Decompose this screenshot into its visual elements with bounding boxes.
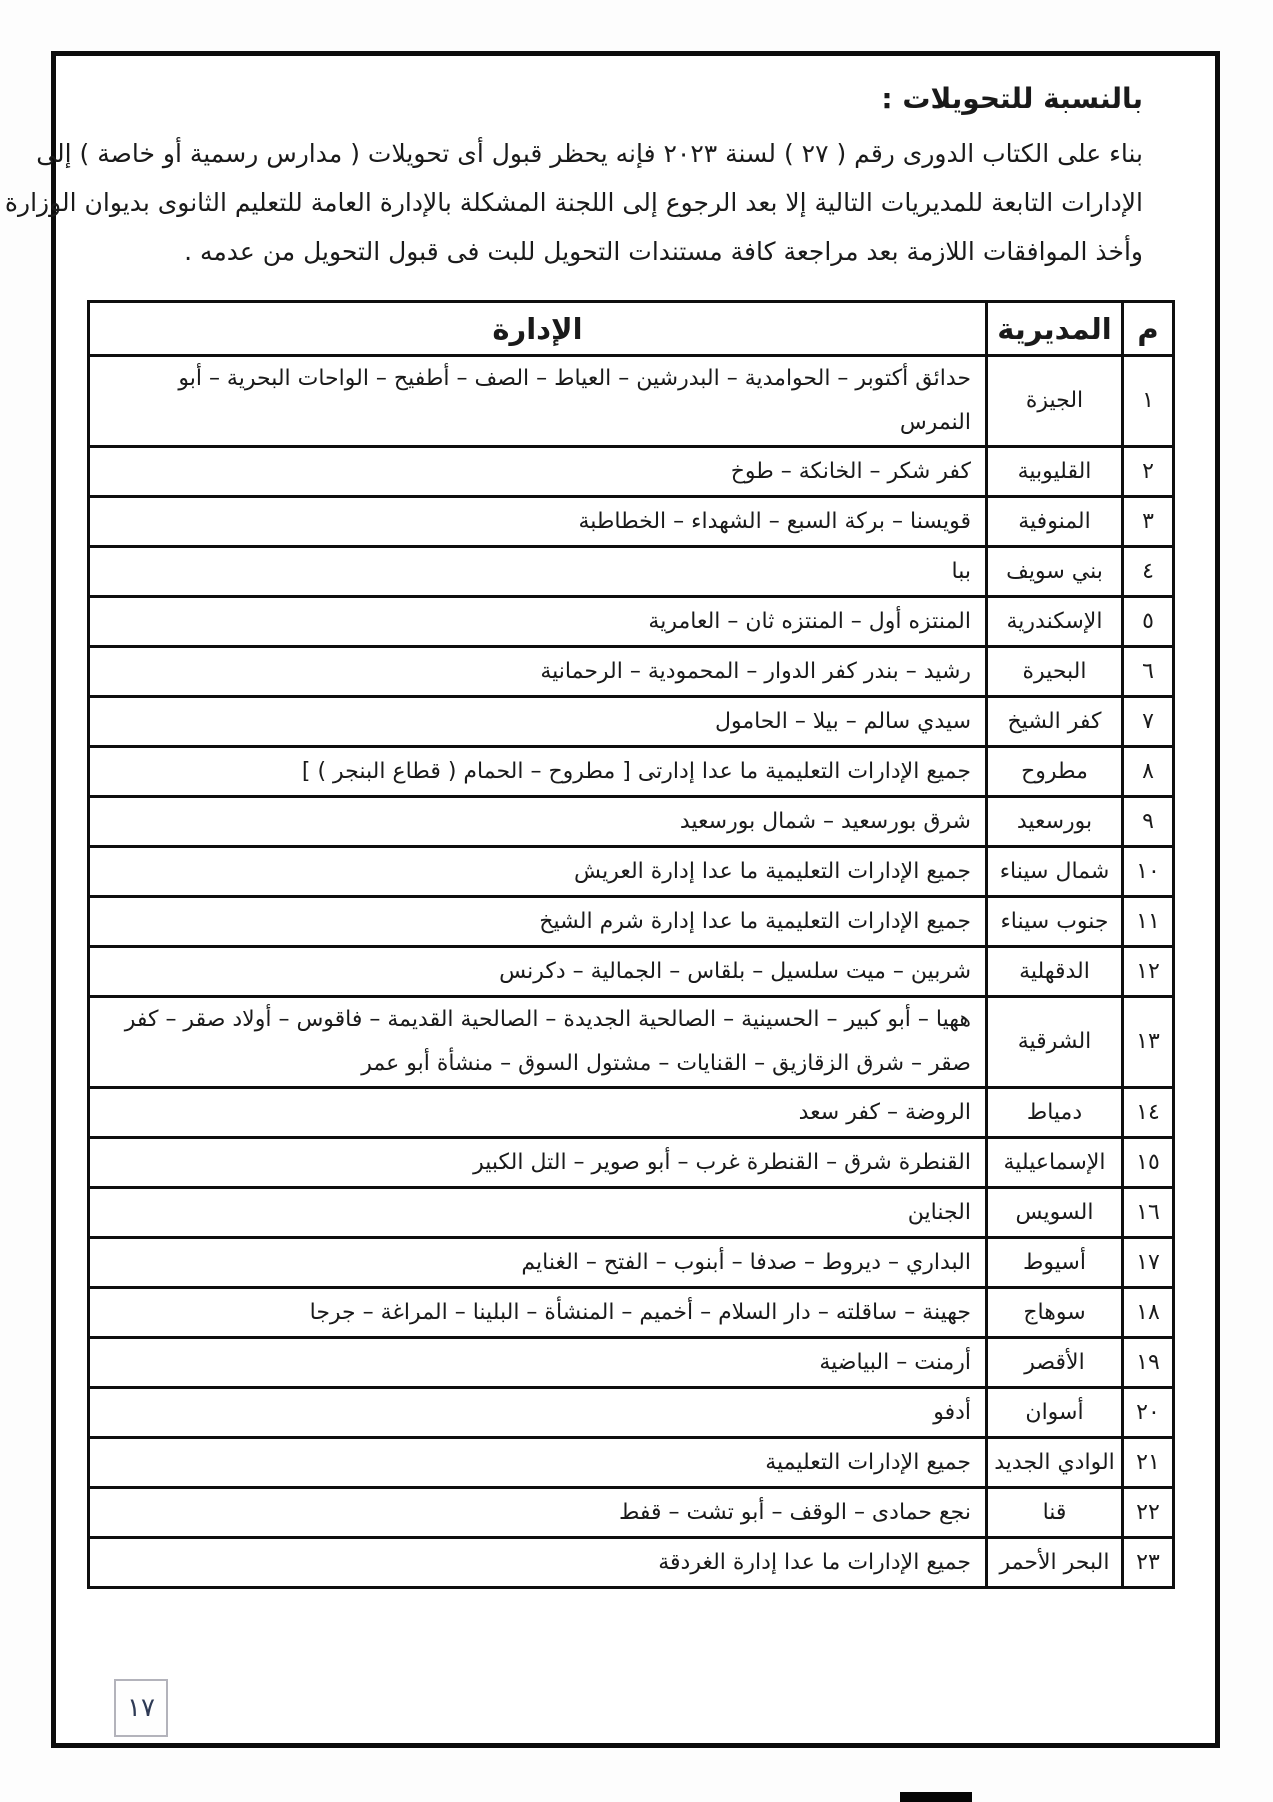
document-title: بالنسبة للتحويلات : (881, 82, 1143, 115)
page-frame (4, 51, 1220, 1748)
table-row (89, 1138, 1174, 1188)
table-row (89, 597, 1174, 647)
admin-cell: سيدي سالم – بيلا – الحامول (89, 697, 987, 747)
table-row (89, 897, 1174, 947)
table-header-admin: الإدارة (89, 302, 987, 356)
table-row (89, 1438, 1174, 1488)
directorate-cell: جنوب سيناء (987, 897, 1123, 947)
table-row (89, 497, 1174, 547)
table-row (89, 847, 1174, 897)
num-cell: ٤ (1123, 547, 1174, 597)
table-row (89, 647, 1174, 697)
admin-cell: حدائق أكتوبر – الحوامدية – البدرشين – العياط – الصف – أطفيح – الواحات البحرية – أبو النمرس (89, 356, 987, 447)
table-row (89, 447, 1174, 497)
admin-cell: كفر شكر – الخانكة – طوخ (89, 447, 987, 497)
paragraph-line-3: وأخذ الموافقات اللازمة بعد مراجعة كافة مستندات التحويل للبت فى قبول التحويل من عدمه . (184, 237, 1143, 266)
table-row (89, 797, 1174, 847)
directorate-cell: أسيوط (987, 1238, 1123, 1288)
directorate-cell: الأقصر (987, 1338, 1123, 1388)
directorate-cell: بني سويف (987, 547, 1123, 597)
table-row (89, 356, 1174, 447)
admin-cell: القنطرة شرق – القنطرة غرب – أبو صوير – التل الكبير (89, 1138, 987, 1188)
directorate-cell: الوادي الجديد (987, 1438, 1123, 1488)
num-cell: ١١ (1123, 897, 1174, 947)
table-header-row (89, 302, 1174, 356)
admin-cell: شربين – ميت سلسيل – بلقاس – الجمالية – دكرنس (89, 947, 987, 997)
directorate-cell: الإسماعيلية (987, 1138, 1123, 1188)
num-cell: ٢٢ (1123, 1488, 1174, 1538)
paragraph-line-2: الإدارات التابعة للمديريات التالية إلا بعد الرجوع إلى اللجنة المشكلة بالإدارة العامة للتعليم الثانوى بديوان الوزارة (4, 188, 1143, 217)
directorate-cell: الإسكندرية (987, 597, 1123, 647)
admin-cell: جميع الإدارات التعليمية ما عدا إدارة العريش (89, 847, 987, 897)
table-row (89, 1338, 1174, 1388)
num-cell: ١٢ (1123, 947, 1174, 997)
table-row (89, 747, 1174, 797)
table-row (89, 1188, 1174, 1238)
num-cell: ٢٣ (1123, 1538, 1174, 1588)
admin-cell: جميع الإدارات التعليمية ما عدا إدارتى [ مطروح – الحمام ( قطاع البنجر ) ] (89, 747, 987, 797)
directorate-cell: كفر الشيخ (987, 697, 1123, 747)
directorate-cell: السويس (987, 1188, 1123, 1238)
directorate-cell: دمياط (987, 1088, 1123, 1138)
directorate-cell: الشرقية (987, 997, 1123, 1088)
num-cell: ٥ (1123, 597, 1174, 647)
admin-cell: شرق بورسعيد – شمال بورسعيد (89, 797, 987, 847)
table-row (89, 947, 1174, 997)
admin-cell: الروضة – كفر سعد (89, 1088, 987, 1138)
table-header-num: م (1123, 302, 1174, 356)
num-cell: ١٩ (1123, 1338, 1174, 1388)
num-cell: ٢٠ (1123, 1388, 1174, 1438)
admin-cell: جميع الإدارات ما عدا إدارة الغردقة (89, 1538, 987, 1588)
admin-cell: جهينة – ساقلته – دار السلام – أخميم – المنشأة – البلينا – المراغة – جرجا (89, 1288, 987, 1338)
scan-artifact-bar (900, 1792, 972, 1802)
admin-cell: الجناين (89, 1188, 987, 1238)
admin-cell: المنتزه أول – المنتزه ثان – العامرية (89, 597, 987, 647)
num-cell: ٢ (1123, 447, 1174, 497)
directorate-cell: الجيزة (987, 356, 1123, 447)
num-cell: ٢١ (1123, 1438, 1174, 1488)
directorate-cell: قنا (987, 1488, 1123, 1538)
transfers-table (87, 300, 1175, 1589)
num-cell: ١٦ (1123, 1188, 1174, 1238)
table-row (89, 1238, 1174, 1288)
directorate-cell: البحر الأحمر (987, 1538, 1123, 1588)
page-number-box (114, 1679, 168, 1737)
num-cell: ٧ (1123, 697, 1174, 747)
admin-cell: ببا (89, 547, 987, 597)
table-row (89, 997, 1174, 1088)
directorate-cell: أسوان (987, 1388, 1123, 1438)
admin-cell: أدفو (89, 1388, 987, 1438)
num-cell: ١٤ (1123, 1088, 1174, 1138)
num-cell: ٣ (1123, 497, 1174, 547)
page-number: ١٧ (127, 1693, 155, 1723)
table-row (89, 1488, 1174, 1538)
table-row (89, 1538, 1174, 1588)
directorate-cell: بورسعيد (987, 797, 1123, 847)
page-content (4, 56, 1215, 1589)
admin-cell: قويسنا – بركة السبع – الشهداء – الخطاطبة (89, 497, 987, 547)
table-row (89, 1288, 1174, 1338)
admin-cell: جميع الإدارات التعليمية (89, 1438, 987, 1488)
table-header-directorate: المديرية (987, 302, 1123, 356)
directorate-cell: شمال سيناء (987, 847, 1123, 897)
admin-cell: ههيا – أبو كبير – الحسينية – الصالحية الجديدة – الصالحية القديمة – فاقوس – أولاد صقر – كفر صقر – شرق الزقازيق – القنايات – مشتول السوق – منشأة أبو عمر (89, 997, 987, 1088)
directorate-cell: سوهاج (987, 1288, 1123, 1338)
num-cell: ١٥ (1123, 1138, 1174, 1188)
paragraph-line-1: بناء على الكتاب الدورى رقم ( ٢٧ ) لسنة ٢٠٢٣ فإنه يحظر قبول أى تحويلات ( مدارس رسمية أو خاصة ) إلى (36, 139, 1143, 168)
admin-cell: البداري – ديروط – صدفا – أبنوب – الفتح – الغنايم (89, 1238, 987, 1288)
intro-paragraph (4, 129, 1143, 276)
table-row (89, 697, 1174, 747)
num-cell: ١٨ (1123, 1288, 1174, 1338)
admin-cell: نجع حمادى – الوقف – أبو تشت – قفط (89, 1488, 987, 1538)
directorate-cell: القليوبية (987, 447, 1123, 497)
num-cell: ٨ (1123, 747, 1174, 797)
num-cell: ١٠ (1123, 847, 1174, 897)
directorate-cell: البحيرة (987, 647, 1123, 697)
directorate-cell: المنوفية (987, 497, 1123, 547)
directorate-cell: الدقهلية (987, 947, 1123, 997)
num-cell: ١ (1123, 356, 1174, 447)
num-cell: ١٧ (1123, 1238, 1174, 1288)
admin-cell: جميع الإدارات التعليمية ما عدا إدارة شرم الشيخ (89, 897, 987, 947)
admin-cell: رشيد – بندر كفر الدوار – المحمودية – الرحمانية (89, 647, 987, 697)
table-row (89, 1388, 1174, 1438)
table-row (89, 547, 1174, 597)
table-row (89, 1088, 1174, 1138)
directorate-cell: مطروح (987, 747, 1123, 797)
num-cell: ٦ (1123, 647, 1174, 697)
num-cell: ١٣ (1123, 997, 1174, 1088)
admin-cell: أرمنت – البياضية (89, 1338, 987, 1388)
num-cell: ٩ (1123, 797, 1174, 847)
